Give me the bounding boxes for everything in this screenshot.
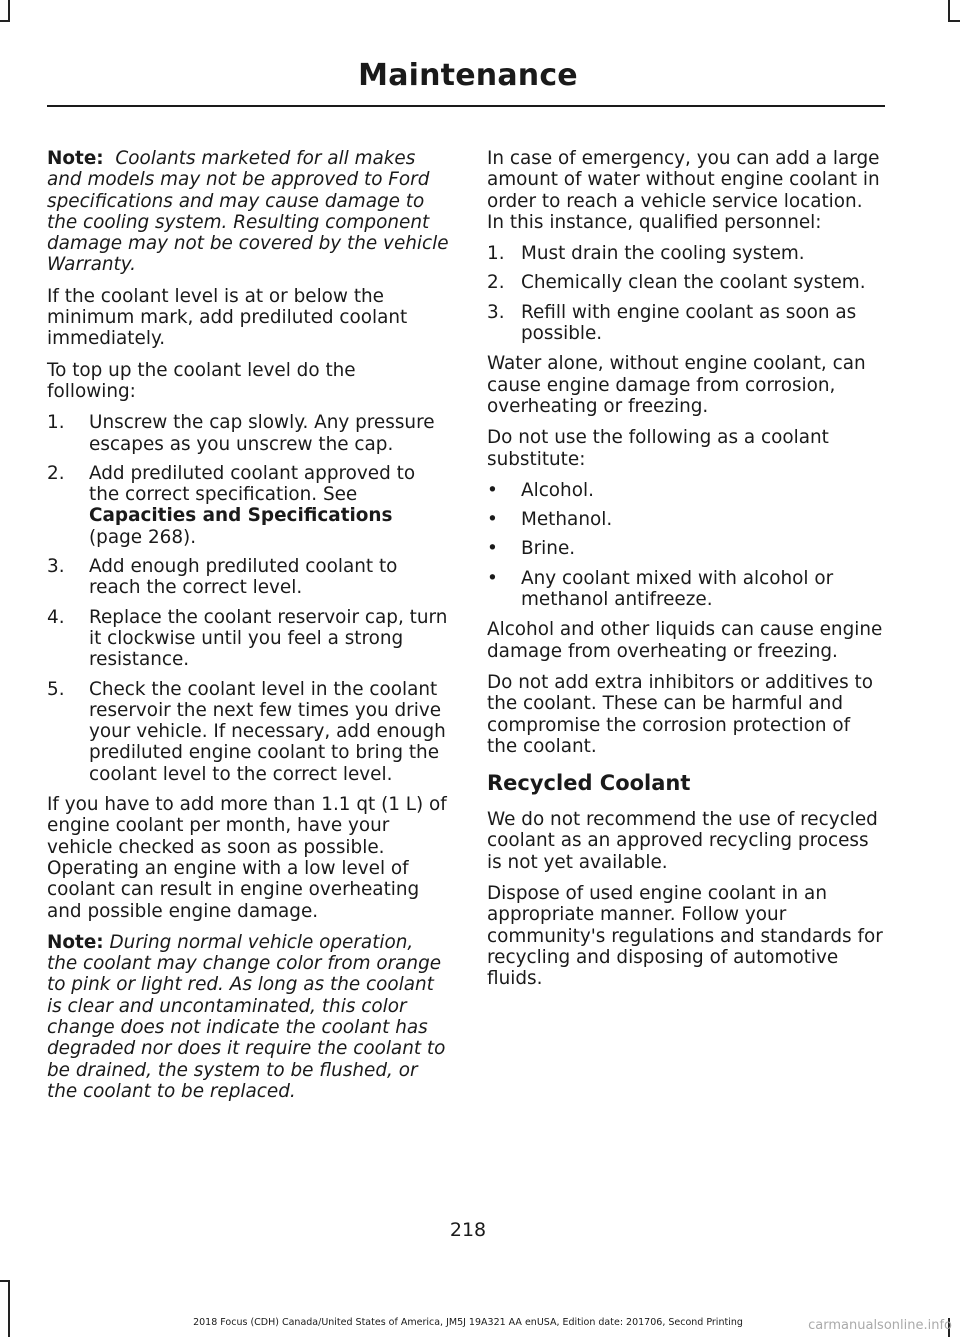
step-number: 2. bbox=[47, 462, 65, 484]
step-text: Must drain the cooling system. bbox=[521, 243, 805, 265]
note-text: During normal vehicle operation, the coolant may change color from orange to pink or light red. As long as the coolant is clear and uncontaminated, this color change does not indicate the coolant has degraded nor does it require the coolant to be drained, the system to be flushed, or the coolant to be replaced. bbox=[47, 931, 446, 1102]
crop-mark bbox=[0, 20, 10, 22]
step-text: Replace the coolant reservoir cap, turn it clockwise until you feel a strong resistance. bbox=[89, 606, 448, 671]
step-number: 2. bbox=[487, 272, 505, 294]
bullet-text: Alcohol. bbox=[521, 479, 594, 501]
watermark: carmanualsonline.info bbox=[808, 1318, 952, 1333]
paragraph: Do not add extra inhibitors or additives to the coolant. These can be harmful and compromise the corrosion protection of the coolant. bbox=[487, 671, 874, 757]
note-text: Coolants marketed for all makes and models may not be approved to Ford specifications and may cause damage to the cooling system. Resulting component damage may not be covered by the vehicle Warranty. bbox=[47, 148, 449, 276]
paragraph: Dispose of used engine coolant in an appropriate manner. Follow your community's regulations and standards for recycling and disposing of automotive fluids. bbox=[487, 883, 883, 990]
paragraph: We do not recommend the use of recycled coolant as an approved recycling process is not yet available. bbox=[487, 809, 878, 873]
list-item bbox=[487, 272, 883, 293]
bullet-icon: • bbox=[487, 567, 498, 589]
list-item bbox=[47, 679, 449, 785]
step-number: 3. bbox=[47, 556, 65, 578]
list-item bbox=[487, 302, 883, 345]
edition-footer: 2018 Focus (CDH) Canada/United States of America, JM5J 19A321 AA enUSA, Edition date: 201706, Second Printing bbox=[193, 1317, 743, 1328]
step-text: Refill with engine coolant as soon as possible. bbox=[521, 301, 857, 345]
step-number: 1. bbox=[487, 243, 505, 265]
list-item bbox=[487, 243, 883, 264]
page-reference: (page 268). bbox=[89, 526, 197, 548]
bullet-text: Brine. bbox=[521, 538, 576, 560]
bullet-text: Methanol. bbox=[521, 509, 613, 531]
steps-list bbox=[47, 412, 449, 785]
paragraph: If the coolant level is at or below the minimum mark, add prediluted coolant immediately. bbox=[47, 285, 408, 350]
step-text: Unscrew the cap slowly. Any pressure escapes as you unscrew the cap. bbox=[89, 412, 435, 455]
crop-mark bbox=[8, 1282, 10, 1337]
page-number: 218 bbox=[449, 1219, 487, 1241]
step-number: 3. bbox=[487, 301, 505, 323]
crop-mark bbox=[948, 0, 950, 20]
bullet-icon: • bbox=[487, 479, 498, 501]
crop-mark bbox=[0, 1280, 10, 1282]
list-item bbox=[487, 480, 883, 501]
bullet-icon: • bbox=[487, 509, 498, 531]
paragraph: Do not use the following as a coolant substitute: bbox=[487, 427, 829, 470]
paragraph: If you have to add more than 1.1 qt (1 L) of engine coolant per month, have your vehicle checked as soon as possible. Operating an engine with a low level of coolant can result in engine overheating and possible engine damage. bbox=[47, 794, 447, 922]
step-number: 4. bbox=[47, 606, 65, 628]
paragraph: Water alone, without engine coolant, can cause engine damage from corrosion, overheating or freezing. bbox=[487, 353, 866, 417]
list-item bbox=[487, 509, 883, 530]
steps-list bbox=[487, 243, 883, 344]
note-label: Note: bbox=[47, 148, 104, 169]
note-label: Note: bbox=[47, 931, 104, 953]
list-item bbox=[47, 556, 449, 599]
left-column bbox=[47, 148, 449, 1112]
paragraph: Alcohol and other liquids can cause engine damage from overheating or freezing. bbox=[487, 619, 883, 662]
paragraph: To top up the coolant level do the following: bbox=[47, 359, 356, 402]
paragraph: In case of emergency, you can add a large amount of water without engine coolant in order to reach a vehicle service location. In this instance, qualified personnel: bbox=[487, 148, 880, 233]
step-text: Add enough prediluted coolant to reach the correct level. bbox=[89, 556, 398, 599]
bullet-text: Any coolant mixed with alcohol or methanol antifreeze. bbox=[521, 567, 834, 611]
right-column bbox=[487, 148, 883, 1000]
step-number: 5. bbox=[47, 678, 65, 700]
step-number: 1. bbox=[47, 412, 65, 434]
list-item bbox=[487, 568, 883, 611]
list-item bbox=[47, 412, 449, 455]
list-item bbox=[47, 607, 449, 671]
list-item bbox=[47, 463, 449, 548]
section-heading: Recycled Coolant bbox=[487, 771, 691, 796]
header-rule bbox=[47, 105, 885, 107]
step-text: Chemically clean the coolant system. bbox=[521, 272, 866, 294]
note-paragraph bbox=[47, 932, 449, 1102]
cross-reference-link[interactable]: Capacities and Specifications bbox=[89, 505, 393, 527]
page-title: Maintenance bbox=[358, 58, 578, 93]
step-text: Check the coolant level in the coolant reservoir the next few times you drive your vehicle. If necessary, add enough prediluted engine coolant to bring the coolant level to the correct level. bbox=[89, 678, 446, 785]
bullet-icon: • bbox=[487, 538, 498, 560]
crop-mark bbox=[8, 0, 10, 20]
bullet-list bbox=[487, 480, 883, 610]
step-text: Add prediluted coolant approved to the correct specification. See bbox=[89, 462, 416, 506]
crop-mark bbox=[948, 20, 960, 22]
list-item bbox=[487, 538, 883, 559]
note-paragraph bbox=[47, 148, 449, 276]
